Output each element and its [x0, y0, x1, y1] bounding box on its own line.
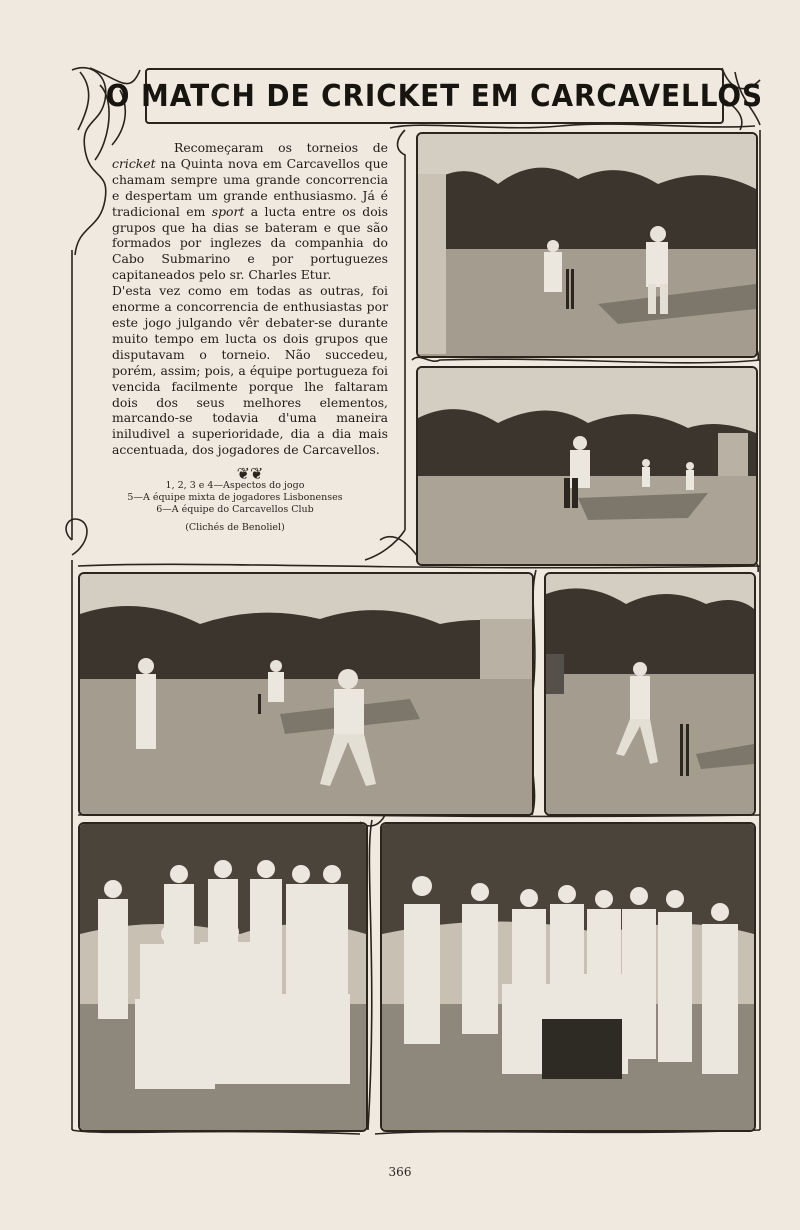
article-body: [112, 140, 388, 494]
page-number: 366: [388, 1165, 412, 1179]
caption-line-3: 6—A équipe do Carcavellos Club: [156, 504, 314, 515]
leaf-ornament-icon: ❦❦: [236, 464, 264, 484]
page-title: O MATCH DE CRICKET EM CARCAVELLOS: [105, 78, 764, 114]
photo-2-cricket-bowling: [416, 366, 758, 566]
photo-6-carcavellos-club-team: [380, 822, 756, 1132]
photo-3-cricket-fielding: [78, 572, 534, 816]
paragraph-2: D'esta vez como em todas as outras, foi enorme a concorrencia de enthusiastas por este jogo julgando vêr debater-se durante muito tempo em lucta os dois grupos que disputavam o torneio. Não succedeu, porém, assim; pois, a équipe portugueza foi vencida facilmente porque lhe faltaram dois dos seus melhores elementos, marcando-se todavia d'uma maneira iniludivel a superioridade, dia a dia mais accentuada, dos jogadores de Carcavellos.: [112, 283, 388, 458]
p1-italic-sport: sport: [211, 203, 245, 219]
p1-text-e: a lucta entre os dois grupos que ha dias se bateram e que são formados por inglezes da companhia do Cabo Submarino e por portuguezes capitaneados pelo sr. Charles Etur.: [112, 203, 388, 283]
caption-line-2: 5—A équipe mixta de jogadores Lisbonenses: [127, 492, 343, 503]
p1-text-a: Recomeçaram os torneios de: [174, 140, 388, 155]
photo-captions: [110, 480, 360, 534]
headline-box: [105, 68, 764, 124]
p1-italic-cricket: cricket: [112, 155, 156, 171]
paragraph-1: [112, 140, 388, 283]
photo-1-cricket-batting: [416, 132, 758, 358]
p1-text-c: na Quinta nova em Carcavellos que chamam sempre uma grande concorrencia e despertam um grande enthusiasmo. Já é tradicional em: [112, 155, 388, 219]
photo-credit: (Clichés de Benoliel): [185, 522, 285, 533]
caption-line-1: 1, 2, 3 e 4—Aspectos do jogo: [165, 480, 305, 491]
photo-5-lisbon-mixed-team: [78, 822, 368, 1132]
photo-4-cricket-bowler: [544, 572, 756, 816]
